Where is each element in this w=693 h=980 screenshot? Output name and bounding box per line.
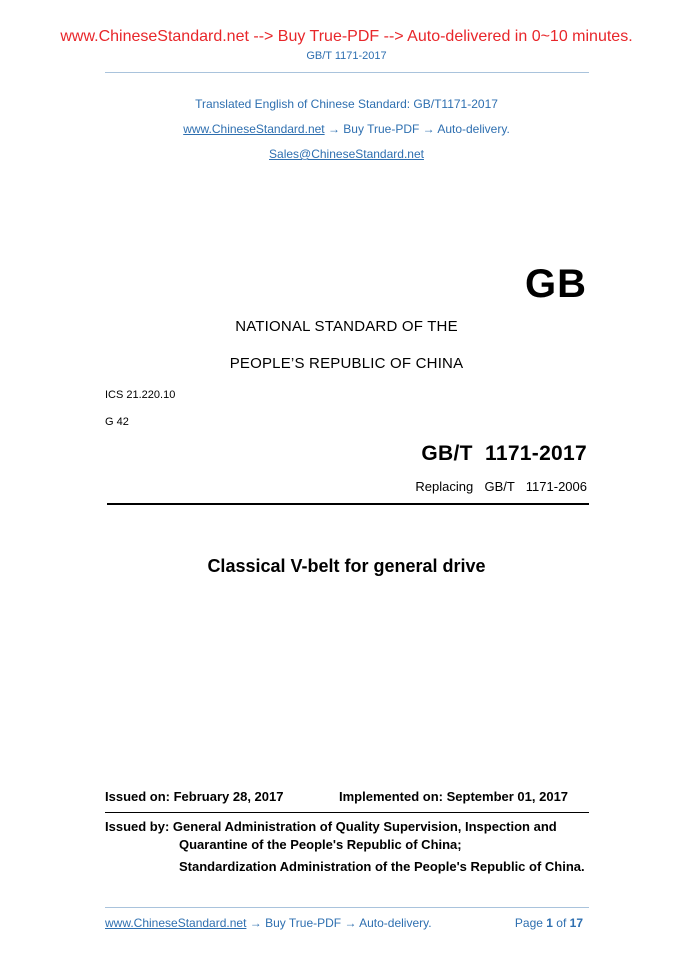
- document-title: Classical V-belt for general drive: [207, 556, 486, 576]
- site-link[interactable]: www.ChineseStandard.net: [183, 122, 325, 136]
- promo-banner[interactable]: www.ChineseStandard.net --> Buy True-PDF --> Auto-delivered in 0~10 minutes.: [60, 28, 633, 45]
- national-standard-line2: PEOPLE’S REPUBLIC OF CHINA: [229, 355, 464, 372]
- header-standard-code: GB/T 1171-2017: [306, 50, 387, 62]
- issuer-org-1: General Administration of Quality Supervision, Inspection and: [172, 819, 557, 834]
- national-standard-line1: NATIONAL STANDARD OF THE: [235, 318, 458, 335]
- implemented-date: Implemented on: September 01, 2017: [339, 789, 569, 804]
- page-number: 1: [546, 916, 553, 930]
- standard-code: GB/T 1171-2017: [421, 442, 587, 465]
- footer-divider: [105, 907, 589, 908]
- issuer-label: Issued by:: [105, 819, 173, 834]
- issued-date: Issued on: February 28, 2017: [105, 789, 284, 804]
- ccs-code: G 42: [105, 416, 129, 428]
- page-indicator: [515, 916, 583, 930]
- footer-purchase: [105, 916, 432, 930]
- email-link[interactable]: Sales@ChineseStandard.net: [269, 147, 424, 161]
- translated-notice: Translated English of Chinese Standard: GB/T1171-2017: [195, 97, 498, 111]
- email-line: [0, 147, 693, 161]
- footer-suffix: → Buy True-PDF → Auto-delivery.: [246, 916, 432, 930]
- issuer-org-3: Standardization Administration of the People's Republic of China.: [179, 859, 585, 874]
- purchase-line: [0, 122, 693, 136]
- issuer-org-2: Quarantine of the People's Republic of China;: [179, 837, 462, 852]
- replacing-note: Replacing GB/T 1171-2006: [415, 479, 587, 494]
- header-divider: [105, 72, 589, 73]
- dates-row: [105, 789, 589, 804]
- page-label: Page: [514, 916, 547, 930]
- footer-site-link[interactable]: www.ChineseStandard.net: [105, 916, 247, 930]
- title-divider: [107, 503, 589, 505]
- dates-divider: [105, 812, 589, 813]
- issuer-line1: [105, 818, 589, 836]
- gb-mark: GB: [525, 262, 587, 306]
- ics-code: ICS 21.220.10: [105, 389, 176, 401]
- page-of-label: of: [552, 916, 570, 930]
- page-total: 17: [569, 916, 583, 930]
- purchase-suffix: → Buy True-PDF → Auto-delivery.: [324, 122, 510, 136]
